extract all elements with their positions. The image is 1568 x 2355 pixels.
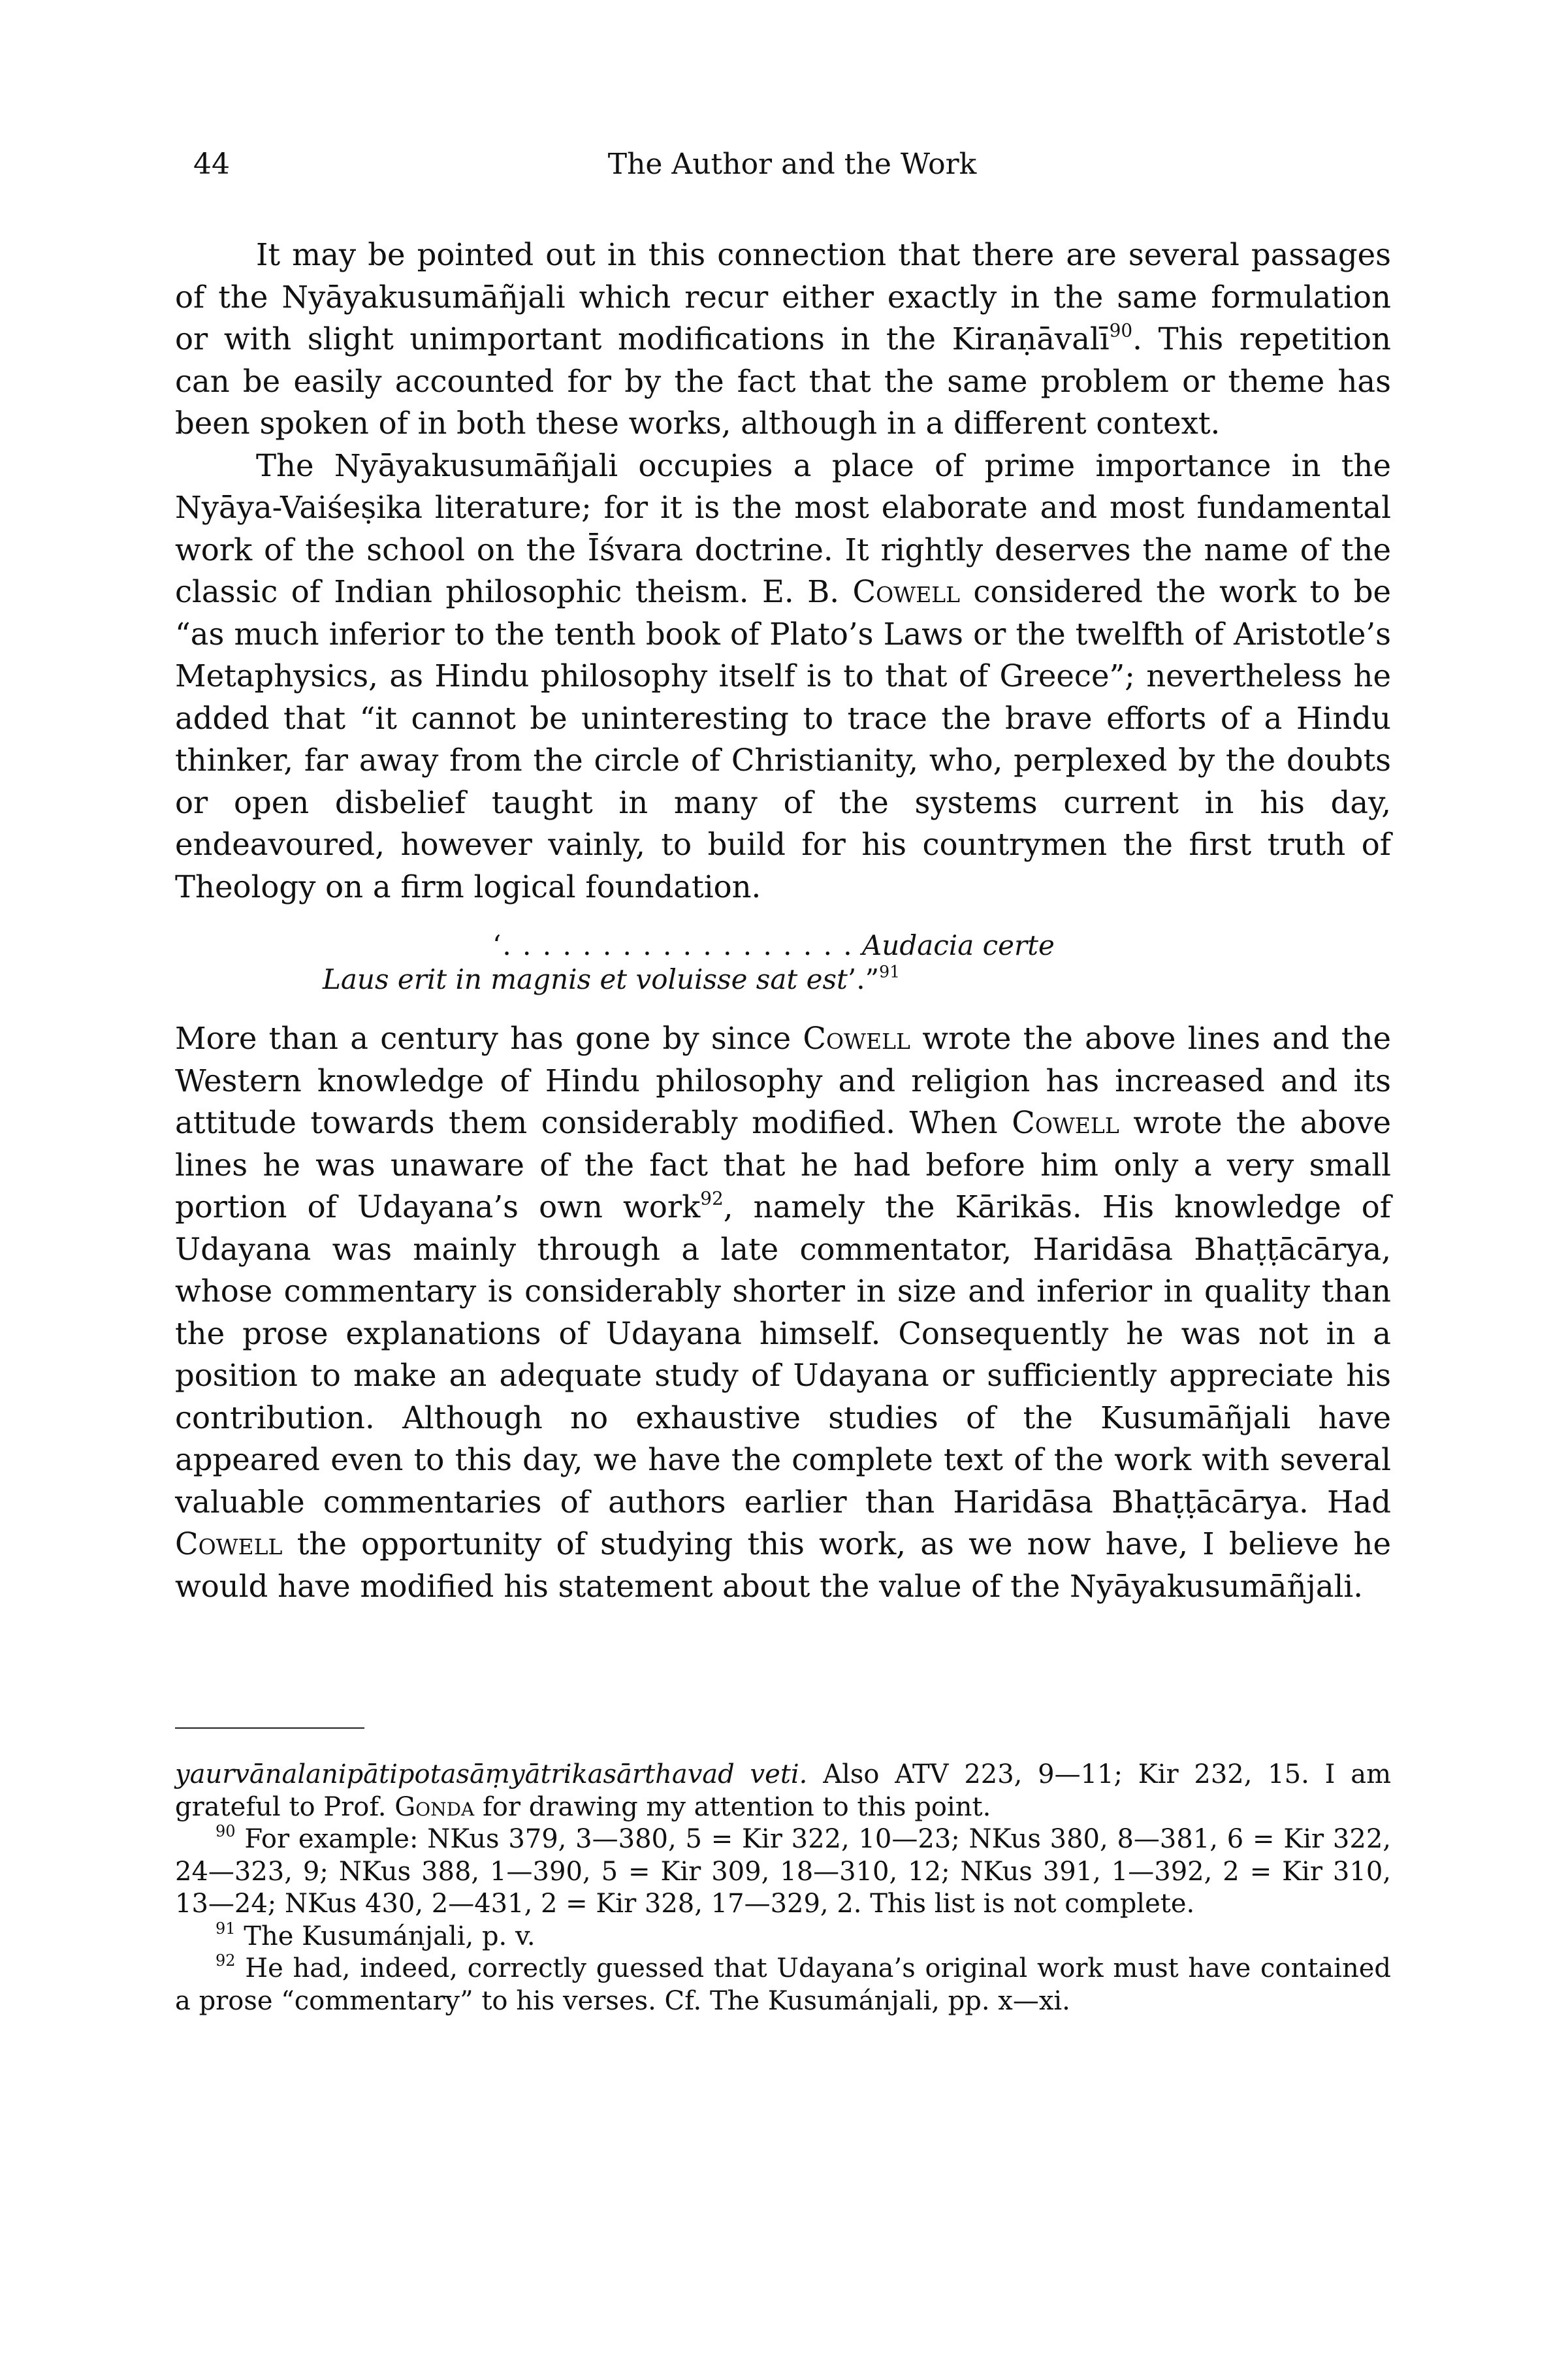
latin-quotation xyxy=(175,929,1391,997)
page-header xyxy=(193,148,1391,187)
footnote-91: $^{91}$ The Kusumánjali, p. v. xyxy=(216,1919,536,1951)
main-text xyxy=(175,234,1391,1607)
quotation-line-1: ‘. . . . . . . . . . . . . . . . . . Audacia certe xyxy=(492,929,1055,961)
quotation-line-2: Laus erit in magnis et voluisse sat est’.”$^{91}$ xyxy=(323,962,901,995)
page-number: 44 xyxy=(193,148,230,181)
author-name-cowell: Cowell xyxy=(852,574,960,609)
paragraph-3: More than a century has gone by since Cowell wrote the above lines and the Western knowledge of Hindu philosophy and religion has increased and its attitude towards them considerably modified. When Cowell wrote the above lines he was unaware of the fact that he had before him only a very small portion of Udayana’s own work$^{92}$, namely the Kārikās. His knowledge of Udayana was mainly through a late commentator, Haridāsa Bhaṭṭācārya, whose commentary is considerably shorter in size and inferior in quality than the prose explanations of Udayana himself. Consequently he was not in a position to make an adequate study of Udayana or sufficiently appreciate his contribution. Although no exhaustive studies of the Kusumāñjali have appeared even to this day, we have the complete text of the work with several valuable commentaries of authors earlier than Haridāsa Bhaṭṭācārya. Had Cowell the opportunity of studying this work, as we now have, I believe he would have modified his statement about the value of the Nyāyakusumāñjali. xyxy=(175,1021,1391,1604)
paragraph-1: It may be pointed out in this connection that there are several passages of the Nyāyakusumāñjali which recur either exactly in the same formulation or with slight unimportant modifications in the Kiraṇāvalī$^{90}$. This repetition can be easily accounted for by the fact that the same problem or theme has been spoken of in both these works, although in a different context. xyxy=(175,237,1392,441)
footnote-ref-90: 90 xyxy=(1109,319,1133,342)
footnote-divider xyxy=(175,1727,364,1729)
footnote-ref-91: 91 xyxy=(879,962,901,982)
paragraph-2: The Nyāyakusumāñjali occupies a place of prime importance in the Nyāya-Vaiśeṣika literature; for it is the most elaborate and most fundamental work of the school on the Īśvara doctrine. It rightly deserves the name of the classic of Indian philosophic theism. E. B. Cowell considered the work to be “as much inferior to the tenth book of Plato’s Laws or the twelfth of Aristotle’s Metaphysics, as Hindu philosophy itself is to that of Greece”; nevertheless he added that “it cannot be uninteresting to trace the brave efforts of a Hindu thinker, far away from the circle of Christianity, who, perplexed by the doubts or open disbelief taught in many of the systems current in his day, endeavoured, however vainly, to build for his countrymen the first truth of Theology on a firm logical foundation. xyxy=(175,447,1391,905)
footnotes xyxy=(175,1727,1391,2017)
footnote-92: $^{92}$ He had, indeed, correctly guessed that Udayana’s original work must have contained a prose “commentary” to his verses. Cf. The Kusumánjali, pp. x—xi. xyxy=(175,1951,1391,2016)
footnote-90: $^{90}$ For example: NKus 379, 3—380, 5 = Kir 322, 10—23; NKus 380, 8—381, 6 = Kir 322, 24—323, 9; NKus 388, 1—390, 5 = Kir 309, 18—310, 12; NKus 391, 1—392, 2 = Kir 310, 13—24; NKus 430, 2—431, 2 = Kir 328, 17—329, 2. This list is not complete. xyxy=(175,1822,1391,1919)
running-title: The Author and the Work xyxy=(607,148,977,181)
footnote-ref-92: 92 xyxy=(700,1187,724,1210)
footnote-continuation: yaurvānalanipātipotasāṃyātrikasārthavad veti. Also ATV 223, 9—11; Kir 232, 15. I am grateful to Prof. Gonda for drawing my attention to this point. xyxy=(175,1759,1391,1822)
